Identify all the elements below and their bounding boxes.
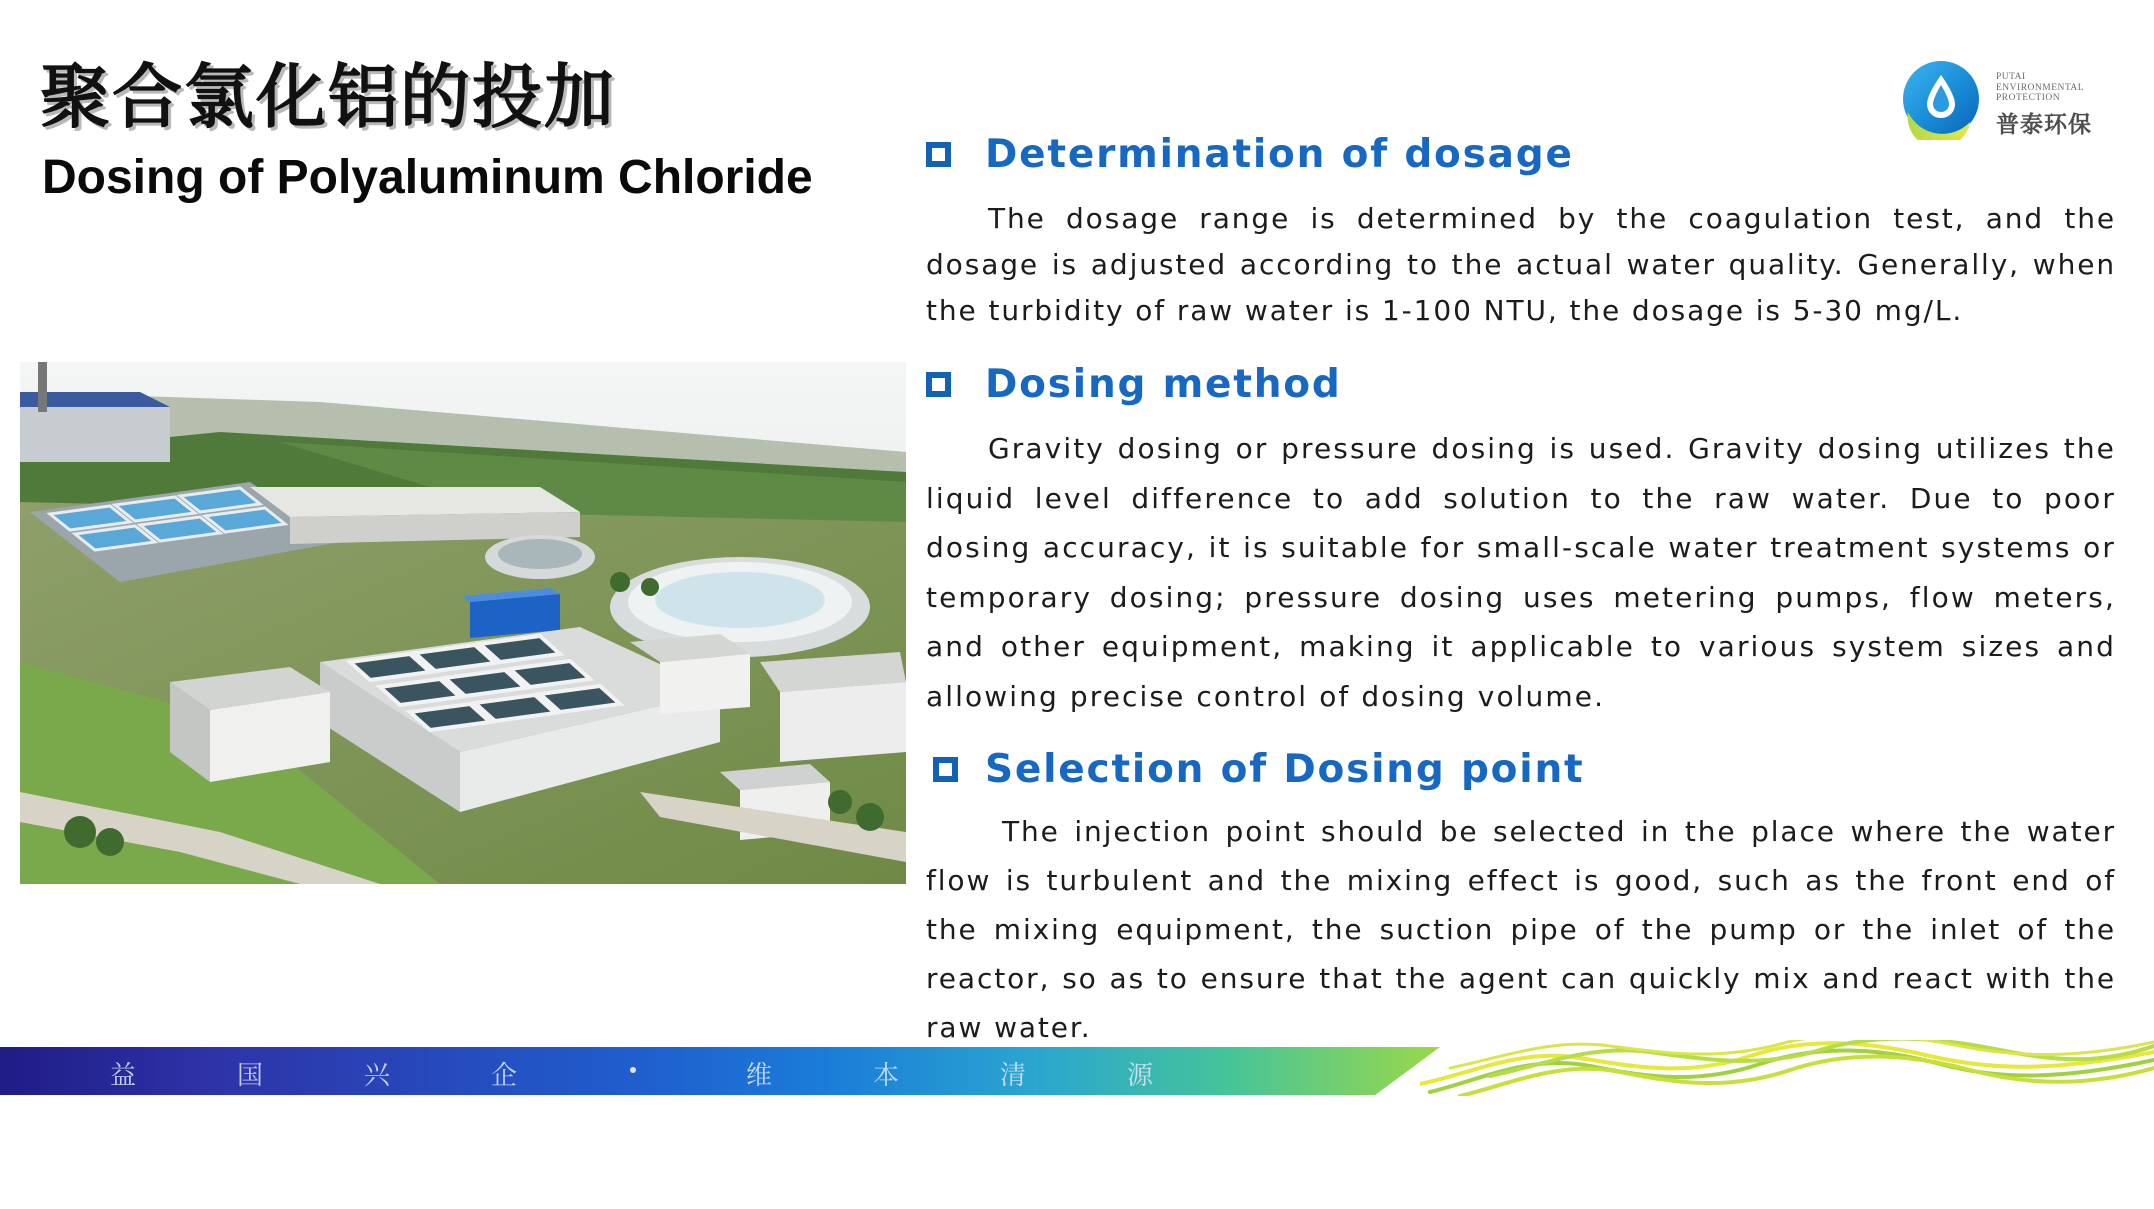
slogan-char: 本 <box>873 1061 900 1091</box>
water-drop-icon <box>1900 58 1982 140</box>
section-header-method <box>926 362 1342 407</box>
footer-wave-decoration <box>1420 1040 2154 1096</box>
slogan-char: 维 <box>746 1061 773 1091</box>
slogan-char: 清 <box>1000 1061 1027 1091</box>
logo-chinese-text: 普泰环保 <box>1996 112 2092 138</box>
footer-slogan <box>0 1047 1200 1095</box>
slogan-char: 源 <box>1127 1061 1154 1091</box>
section-title-point: Selection of Dosing point <box>985 747 1585 792</box>
slogan-char: 企 <box>491 1061 518 1091</box>
section-title-dosage: Determination of dosage <box>985 132 1574 177</box>
logo-english-text: PUTAI ENVIRONMENTAL PROTECTION <box>1996 72 2085 103</box>
section-header-point <box>933 747 1584 792</box>
slogan-separator-dot <box>630 1067 636 1073</box>
checkbox-bullet-icon <box>933 757 958 782</box>
page-title-chinese: 聚合氯化铝的投加 <box>40 56 616 138</box>
page-title-english: Dosing of Polyaluminum Chloride <box>42 151 813 204</box>
slogan-char: 国 <box>237 1061 264 1091</box>
water-treatment-plant-photo <box>20 362 906 884</box>
section-header-dosage <box>926 132 1574 177</box>
section-text-method: Gravity dosing or pressure dosing is used. Gravity dosing utilizes the liquid level difference to add solution to the raw water. Due to poor dosing accuracy, it is suitable for small-scale water treatment systems or temporary dosing; pressure dosing uses metering pumps, flow meters, and other equipment, making it applicable to various system sizes and allowing precise control of dosing volume. <box>926 432 2116 713</box>
section-text-point: The injection point should be selected in the place where the water flow is turbulent and the mixing effect is good, such as the front end of the mixing equipment, the suction pipe of the pump or the inlet of the reactor, so as to ensure that the agent can quickly mix and react with the raw water. <box>926 815 2116 1044</box>
slogan-char: 兴 <box>364 1061 391 1091</box>
slogan-char: 益 <box>110 1061 137 1091</box>
section-text-dosage: The dosage range is determined by the coagulation test, and the dosage is adjusted according to the actual water quality. Generally, when the turbidity of raw water is 1-100 NTU, the dosage is 5-30 mg/L. <box>926 202 2116 327</box>
section-title-method: Dosing method <box>985 362 1342 407</box>
company-logo <box>1900 58 2110 140</box>
checkbox-bullet-icon <box>926 372 951 397</box>
checkbox-bullet-icon <box>926 142 951 167</box>
